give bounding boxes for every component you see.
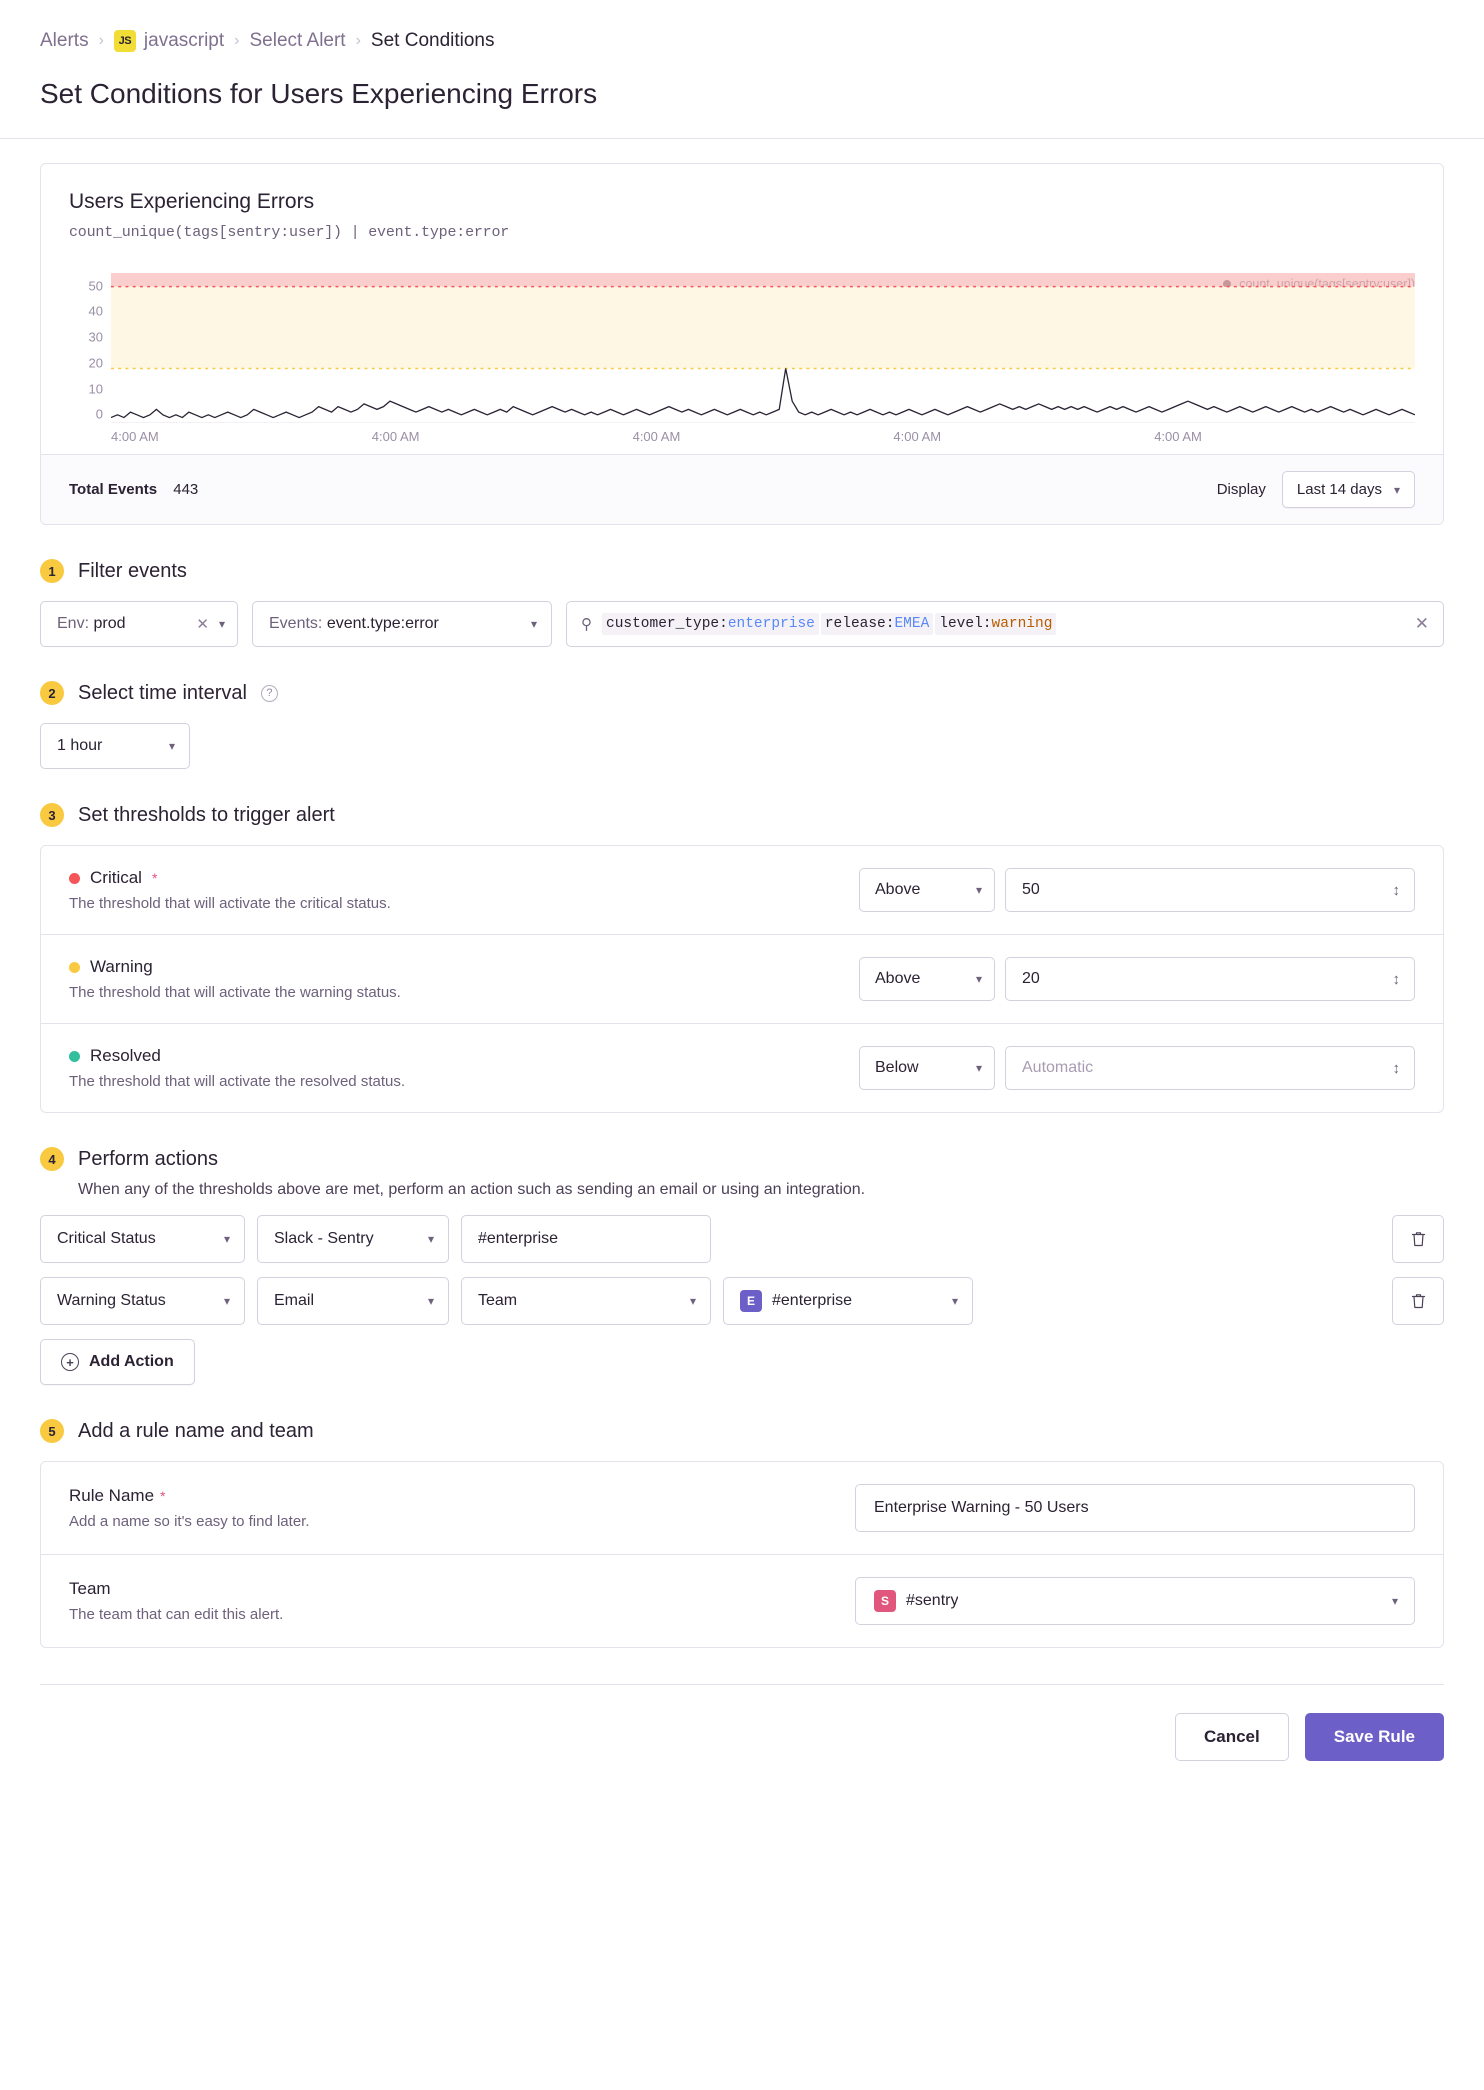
threshold-name bbox=[69, 1046, 405, 1066]
threshold-description: The threshold that will activate the warning status. bbox=[69, 984, 401, 1001]
stepper-icon[interactable]: ↕ bbox=[1392, 1059, 1400, 1077]
chart-plot-area bbox=[69, 273, 1415, 423]
chart-title: Users Experiencing Errors bbox=[69, 190, 315, 213]
token-key: release: bbox=[824, 616, 895, 632]
breadcrumb-project-label: javascript bbox=[143, 30, 225, 51]
x-tick: 4:00 AM bbox=[111, 429, 159, 444]
team-row bbox=[41, 1555, 1443, 1647]
section-rule-name bbox=[40, 1419, 1444, 1648]
stepper-icon[interactable]: ↕ bbox=[1392, 970, 1400, 988]
stepper-icon[interactable]: ↕ bbox=[1392, 881, 1400, 899]
search-query-input[interactable] bbox=[566, 601, 1444, 647]
add-action-label: Add Action bbox=[89, 1353, 174, 1370]
comparison-value: Above bbox=[875, 970, 921, 987]
breadcrumb-separator-icon: › bbox=[355, 32, 361, 49]
chevron-down-icon: ▾ bbox=[975, 972, 982, 986]
token-value: warning bbox=[991, 616, 1053, 632]
trash-icon bbox=[1410, 1292, 1427, 1310]
breadcrumb-current: Set Conditions bbox=[370, 30, 495, 51]
search-tokens bbox=[602, 613, 1056, 635]
page-title: Set Conditions for Users Experiencing Errors bbox=[40, 78, 598, 109]
action-target-type-select[interactable] bbox=[461, 1277, 711, 1325]
action-target-type-value: Team bbox=[478, 1292, 518, 1309]
critical-comparison-select[interactable] bbox=[859, 868, 995, 912]
clear-search-icon[interactable]: ✕ bbox=[1414, 614, 1429, 633]
critical-threshold-input[interactable] bbox=[1005, 868, 1415, 912]
threshold-value: 20 bbox=[1022, 970, 1040, 987]
breadcrumb-separator-icon: › bbox=[98, 32, 104, 49]
chart-body bbox=[41, 273, 1443, 454]
javascript-platform-icon: JS bbox=[114, 30, 136, 52]
step-2-heading bbox=[40, 681, 1444, 705]
threshold-label: Warning bbox=[90, 957, 153, 976]
chevron-down-icon: ▾ bbox=[975, 1061, 982, 1075]
plus-circle-icon: + bbox=[61, 1353, 79, 1371]
delete-action-button[interactable] bbox=[1392, 1215, 1444, 1263]
resolved-comparison-select[interactable] bbox=[859, 1046, 995, 1090]
section-time-interval bbox=[40, 681, 1444, 769]
action-status-select[interactable] bbox=[40, 1215, 245, 1263]
environment-label: Env: bbox=[57, 615, 90, 632]
threshold-row-resolved bbox=[41, 1024, 1443, 1112]
step-number: 1 bbox=[40, 559, 64, 583]
cancel-button[interactable]: Cancel bbox=[1175, 1713, 1289, 1761]
total-events bbox=[69, 481, 198, 498]
action-service-select[interactable] bbox=[257, 1215, 449, 1263]
threshold-label: Resolved bbox=[90, 1046, 161, 1065]
threshold-name bbox=[69, 957, 401, 977]
action-service-value: Slack - Sentry bbox=[274, 1230, 374, 1247]
filter-controls bbox=[40, 601, 1444, 647]
display-label: Display bbox=[1216, 481, 1266, 498]
display-control bbox=[1217, 471, 1415, 508]
step-title: Select time interval bbox=[78, 681, 247, 704]
total-events-value: 443 bbox=[173, 481, 199, 498]
required-marker: * bbox=[151, 870, 158, 886]
step-title: Set thresholds to trigger alert bbox=[78, 803, 335, 826]
resolved-status-dot-icon bbox=[69, 1051, 80, 1062]
token-key: customer_type: bbox=[606, 616, 728, 632]
rule-card bbox=[40, 1461, 1444, 1648]
step-title: Filter events bbox=[78, 559, 187, 582]
threshold-name bbox=[69, 868, 391, 888]
threshold-description: The threshold that will activate the resolved status. bbox=[69, 1073, 406, 1090]
team-avatar: E bbox=[740, 1290, 762, 1312]
action-status-value: Critical Status bbox=[57, 1230, 156, 1247]
chevron-down-icon: ▾ bbox=[218, 617, 225, 631]
chevron-down-icon: ▾ bbox=[1393, 482, 1400, 497]
step-number: 5 bbox=[40, 1419, 64, 1443]
chevron-down-icon: ▾ bbox=[689, 1294, 696, 1308]
chart-query: count_unique(tags[sentry:user]) | event.type:error bbox=[69, 224, 510, 241]
action-target-select[interactable] bbox=[723, 1277, 973, 1325]
event-type-select[interactable] bbox=[252, 601, 552, 647]
chevron-down-icon: ▾ bbox=[223, 1232, 230, 1246]
step-title: Perform actions bbox=[78, 1147, 219, 1170]
breadcrumb-alerts[interactable]: Alerts bbox=[40, 30, 89, 51]
events-value: event.type:error bbox=[326, 615, 439, 632]
help-icon[interactable]: ? bbox=[261, 685, 278, 702]
save-rule-button[interactable]: Save Rule bbox=[1305, 1713, 1444, 1761]
time-interval-select[interactable] bbox=[40, 723, 190, 769]
chart-svg bbox=[111, 273, 1415, 423]
add-action-button[interactable] bbox=[40, 1339, 195, 1385]
trash-icon bbox=[1410, 1230, 1427, 1248]
threshold-row-warning bbox=[41, 935, 1443, 1024]
delete-action-button[interactable] bbox=[1392, 1277, 1444, 1325]
step-5-heading bbox=[40, 1419, 1444, 1443]
search-token[interactable] bbox=[602, 613, 819, 635]
breadcrumb bbox=[0, 0, 1484, 52]
threshold-row-critical bbox=[41, 846, 1443, 935]
chart-header bbox=[41, 164, 1443, 247]
rule-name-description: Add a name so it's easy to find later. bbox=[69, 1513, 310, 1530]
action-service-select[interactable] bbox=[257, 1277, 449, 1325]
step-4-heading bbox=[40, 1147, 1444, 1171]
chevron-down-icon: ▾ bbox=[975, 883, 982, 897]
chart-canvas bbox=[111, 273, 1415, 423]
chevron-down-icon: ▾ bbox=[427, 1232, 434, 1246]
events-label: Events: bbox=[269, 615, 323, 632]
search-icon: ⚲ bbox=[581, 616, 592, 633]
chevron-down-icon: ▾ bbox=[168, 739, 175, 753]
rule-name-label: Rule Name * bbox=[69, 1486, 166, 1505]
clear-environment-icon[interactable]: ✕ bbox=[196, 616, 209, 633]
x-tick: 4:00 AM bbox=[1154, 429, 1202, 444]
chart-y-axis: 50 40 30 20 10 0 bbox=[88, 278, 103, 422]
preview-chart-card bbox=[40, 163, 1444, 525]
thresholds-card bbox=[40, 845, 1444, 1113]
action-target-value: #enterprise bbox=[772, 1292, 853, 1309]
comparison-value: Above bbox=[875, 881, 921, 898]
environment-select[interactable] bbox=[40, 601, 238, 647]
chevron-down-icon: ▾ bbox=[951, 1294, 958, 1308]
time-range-value: Last 14 days bbox=[1296, 481, 1382, 498]
step-title: Add a rule name and team bbox=[78, 1419, 314, 1442]
team-avatar: S bbox=[874, 1590, 896, 1612]
section-thresholds bbox=[40, 803, 1444, 1113]
team-description: The team that can edit this alert. bbox=[69, 1606, 284, 1623]
breadcrumb-project[interactable] bbox=[114, 30, 224, 52]
token-value: enterprise bbox=[727, 616, 815, 632]
resolved-threshold-input[interactable] bbox=[1005, 1046, 1415, 1090]
x-tick: 4:00 AM bbox=[371, 429, 420, 444]
rule-name-value: Enterprise Warning - 50 Users bbox=[874, 1499, 1089, 1516]
threshold-value: 50 bbox=[1022, 881, 1040, 898]
critical-status-dot-icon bbox=[69, 873, 80, 884]
actions-description: When any of the thresholds above are met, perform an action such as sending an email or using an integration. bbox=[78, 1181, 866, 1198]
action-channel-value: #enterprise bbox=[478, 1230, 559, 1247]
team-label: Team bbox=[69, 1579, 111, 1598]
time-interval-value: 1 hour bbox=[57, 737, 103, 754]
x-tick: 4:00 AM bbox=[632, 429, 681, 444]
token-value: EMEA bbox=[894, 616, 930, 632]
breadcrumb-separator-icon: › bbox=[234, 32, 240, 49]
action-channel-input[interactable] bbox=[461, 1215, 711, 1263]
token-key: level: bbox=[939, 616, 992, 632]
step-number: 2 bbox=[40, 681, 64, 705]
form-footer bbox=[40, 1684, 1444, 1761]
action-status-value: Warning Status bbox=[57, 1292, 166, 1309]
step-number: 4 bbox=[40, 1147, 64, 1171]
chevron-down-icon: ▾ bbox=[223, 1294, 230, 1308]
threshold-placeholder: Automatic bbox=[1022, 1059, 1094, 1076]
breadcrumb-select-alert[interactable]: Select Alert bbox=[249, 30, 346, 51]
environment-value: prod bbox=[93, 615, 126, 632]
total-events-label: Total Events bbox=[69, 481, 158, 498]
step-1-heading bbox=[40, 559, 1444, 583]
warning-comparison-select[interactable] bbox=[859, 957, 995, 1001]
warning-status-dot-icon bbox=[69, 962, 80, 973]
chevron-down-icon: ▾ bbox=[1391, 1594, 1398, 1608]
section-actions bbox=[40, 1147, 1444, 1385]
team-value: #sentry bbox=[906, 1592, 959, 1609]
step-number: 3 bbox=[40, 803, 64, 827]
team-select[interactable] bbox=[855, 1577, 1415, 1625]
threshold-label: Critical bbox=[90, 868, 142, 887]
comparison-value: Below bbox=[875, 1059, 919, 1076]
page-header bbox=[0, 0, 1484, 139]
action-service-value: Email bbox=[274, 1292, 315, 1309]
action-row bbox=[40, 1277, 1444, 1325]
chevron-down-icon: ▾ bbox=[427, 1294, 434, 1308]
warning-threshold-input[interactable] bbox=[1005, 957, 1415, 1001]
search-token[interactable] bbox=[935, 613, 1056, 635]
action-row bbox=[40, 1215, 1444, 1263]
time-range-select[interactable] bbox=[1282, 471, 1415, 508]
section-filter-events bbox=[40, 559, 1444, 647]
chevron-down-icon: ▾ bbox=[530, 617, 537, 631]
rule-name-input[interactable] bbox=[855, 1484, 1415, 1532]
chart-x-axis bbox=[111, 429, 1415, 444]
search-token[interactable] bbox=[821, 613, 933, 635]
required-marker: * bbox=[160, 1488, 166, 1504]
chart-footer bbox=[41, 454, 1443, 524]
step-3-heading bbox=[40, 803, 1444, 827]
rule-name-row bbox=[41, 1462, 1443, 1555]
action-status-select[interactable] bbox=[40, 1277, 245, 1325]
threshold-description: The threshold that will activate the critical status. bbox=[69, 895, 391, 912]
x-tick: 4:00 AM bbox=[893, 429, 942, 444]
